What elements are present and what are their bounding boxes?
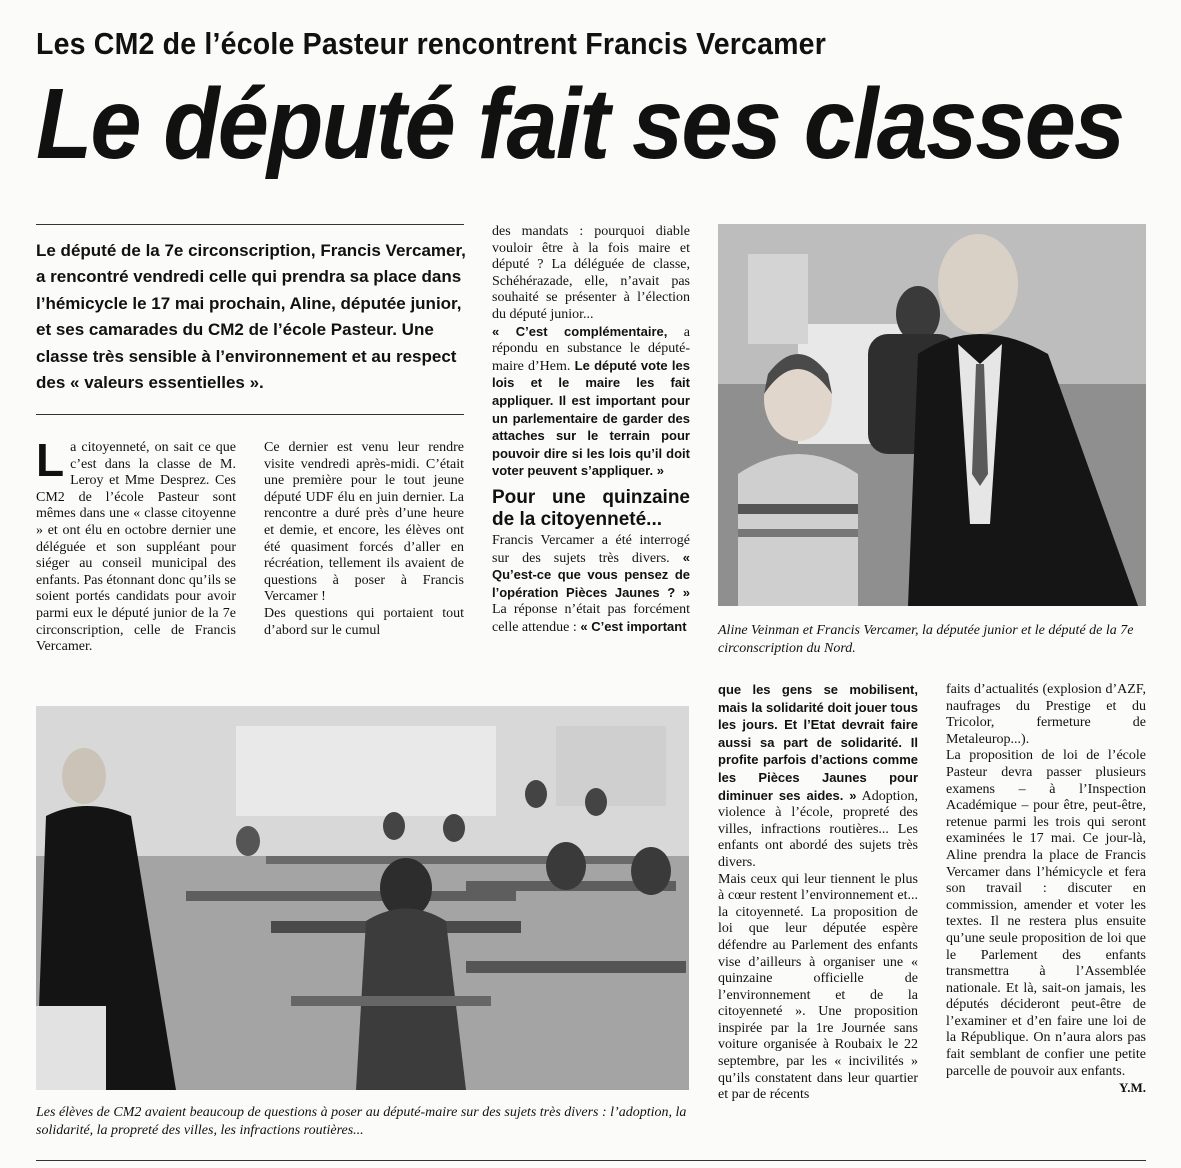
column-3-text-d: La réponse n’était pas forcément celle attendue :: [492, 602, 690, 635]
photo-classroom: [36, 706, 689, 1090]
drop-cap: L: [36, 434, 65, 486]
photo-deputy-and-junior-image: [718, 224, 1146, 606]
column-4: [718, 682, 918, 1104]
column-1: [36, 434, 236, 656]
lead-paragraph: [36, 238, 466, 396]
column-2: [264, 440, 464, 639]
article-overtitle: Les CM2 de l’école Pasteur rencontrent Francis Vercamer: [36, 26, 826, 61]
column-3-quote-3: « Qu’est-ce que vous pensez de l’opération Pièces Jaunes ? »: [492, 549, 690, 600]
column-4-quote: que les gens se mobilisent, mais la solidarité doit jouer tous les jours. Et l’Etat devrait faire aussi sa part de solidarité. Il profite parfois d’actions comme les Pièces Jaunes pour diminuer ses aides. »: [718, 682, 918, 803]
column-1-text: a citoyenneté, on sait ce que c’est dans la classe de M. Leroy et Mme Desprez. Ces CM2 de l’école Pasteur sont mêmes dans une « classe citoyenne » et ont élu en octobre dernier une déléguée et son suppléant pour siéger au conseil municipal des enfants. Pas étonnant donc qu’ils se soient portés candidats pour avoir parmi eux le député junior de la 7e circonscription, celle de Francis Vercamer.: [36, 440, 236, 655]
column-4-text-a: Adoption, violence à l’école, propreté des villes, infractions routières... Les enfants ont abordé des sujets très divers.: [718, 788, 918, 870]
column-3: [492, 224, 690, 636]
column-2-text-b: Des questions qui portaient tout d’abord sur le cumul: [264, 605, 464, 638]
bottom-rule: [36, 1160, 1146, 1161]
column-5-text-a: faits d’actualités (explosion d’AZF, naufrages du Prestige et du Tricolor, fermeture de Metaleurop...).: [946, 682, 1146, 747]
lead-text: Le député de la 7e circonscription, Francis Vercamer, a rencontré vendredi celle qui prendra sa place dans l’hémicycle le 17 mai prochain, Aline, députée junior, et ses camarades du CM2 de l’école Pasteur. Une classe très sensible à l’environnement et au respect des « valeurs essentielles ».: [36, 241, 466, 393]
column-3-quote-1: « C’est complémentaire,: [492, 323, 668, 339]
column-4-text-b: Mais ceux qui leur tiennent le plus à cœur restent l’environnement et... la citoyenneté. La proposition de loi que leur députée espère défendre au Parlement des enfants vise d’ailleurs à organiser une « quinzaine officielle de l’environnement et de la citoyenneté ». Une proposition inspirée par la 1re Journée sans voiture organisée à Roubaix le 22 septembre, par les « incivilités » qu’ils constatent dans leur quartier et par de récents: [718, 871, 918, 1103]
column-3-quote-2: Le député vote les lois et le maire les fait appliquer. Il est important pour un parlementaire de garder des attaches sur le terrain pour pouvoir dire si les lois qu’il doit voter peuvent s’appliquer. »: [492, 357, 690, 479]
column-2-text: Ce dernier est venu leur rendre visite vendredi après-midi. C’était une première pour le tout jeune député UDF élu en juin dernier. La rencontre a duré près d’une heure et demie, et encore, les élèves ont été quasiment forcés d’aller en récréation, tellement ils avaient de questions à poser à Francis Vercamer !: [264, 440, 464, 605]
lead-top-rule: [36, 224, 464, 225]
photo-deputy-and-junior: [718, 224, 1146, 606]
photo-classroom-image: [36, 706, 689, 1090]
author-signature: Y.M.: [1119, 1080, 1146, 1096]
column-3-quote-4: « C’est important: [576, 618, 687, 634]
lead-bottom-rule: [36, 414, 464, 415]
column-3-text-a: des mandats : pourquoi diable vouloir être à la fois maire et député ? La déléguée de classe, Schéhérazade, elle, n’avait pas souhaité se présenter à l’élection du député junior...: [492, 224, 690, 322]
column-5: [946, 682, 1146, 1097]
caption-photo-2: Les élèves de CM2 avaient beaucoup de questions à poser au député-maire sur des sujets très divers : l’adoption, la solidarité, la propreté des villes, les infractions routières...: [36, 1105, 687, 1138]
section-subhead: Pour une quinzaine de la citoyenneté...: [492, 486, 690, 530]
column-5-text-b: La proposition de loi de l’école Pasteur devra passer plusieurs examens – à l’Inspection Académique – pour être, peut-être, retenue parmi les trois qui seront examinées le 17 mai. Ce jour-là, Aline prendra la place de Francis Vercamer dans l’hémicycle et fera son travail : discuter en commission, amender et voter les textes. Il ne restera plus ensuite qu’une seule proposition de loi que le Parlement des enfants transmettra à l’Assemblée nationale. Et là, sait-on jamais, les députés décideront peut-être de l’examiner et d’en faire une loi de la République. On n’aura alors pas fait semblant de confier une petite parcelle de pouvoir aux enfants.: [946, 748, 1146, 1079]
article-headline: Le député fait ses classes: [36, 68, 1124, 180]
column-3-text-c: Francis Vercamer a été interrogé sur des sujets très divers.: [492, 532, 690, 566]
caption-photo-1: Aline Veinman et Francis Vercamer, la députée junior et le député de la 7e circonscription du Nord.: [718, 623, 1134, 656]
column-3-text-b: a répondu en substance le député-maire d’Hem.: [492, 324, 690, 374]
